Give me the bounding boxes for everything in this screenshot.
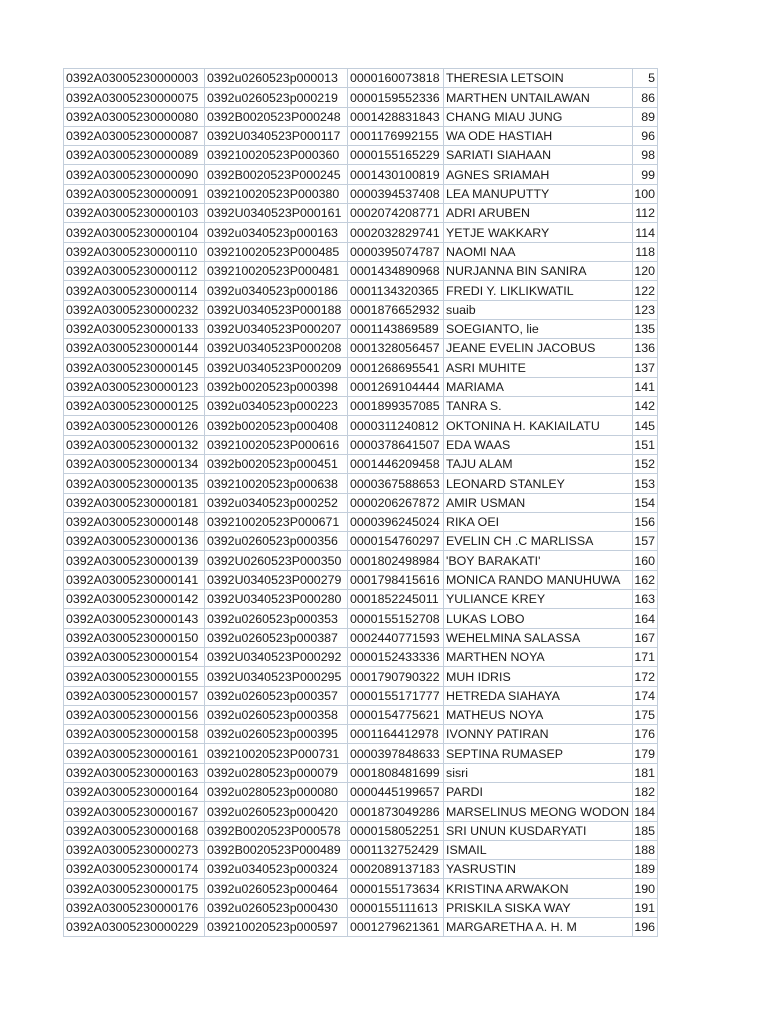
record-id-cell[interactable]: 0392A03005230000155 [64, 667, 205, 686]
reference-code-cell[interactable]: 0392u0260523p000013 [205, 69, 348, 88]
sequence-number-cell[interactable]: 145 [633, 416, 658, 435]
reference-code-cell[interactable]: 0392u0260523p000357 [205, 686, 348, 705]
reference-code-cell[interactable]: 0392u0260523p000464 [205, 879, 348, 898]
name-cell[interactable]: HETREDA SIAHAYA [444, 686, 633, 705]
sequence-number-cell[interactable]: 142 [633, 397, 658, 416]
name-cell[interactable]: SOEGIANTO, lie [444, 319, 633, 338]
account-number-cell[interactable]: 0001134320365 [348, 281, 444, 300]
name-cell[interactable]: MARGARETHA A. H. M [444, 918, 633, 937]
record-id-cell[interactable]: 0392A03005230000141 [64, 570, 205, 589]
record-id-cell[interactable]: 0392A03005230000139 [64, 551, 205, 570]
reference-code-cell[interactable]: 039210020523P000360 [205, 146, 348, 165]
table-row [64, 358, 658, 377]
sequence-number-cell[interactable]: 185 [633, 821, 658, 840]
name-cell[interactable]: OKTONINA H. KAKIAILATU [444, 416, 633, 435]
record-id-cell[interactable]: 0392A03005230000154 [64, 647, 205, 666]
name-cell[interactable]: MUH IDRIS [444, 667, 633, 686]
name-cell[interactable]: SARIATI SIAHAAN [444, 146, 633, 165]
account-number-cell[interactable]: 0000311240812 [348, 416, 444, 435]
account-number-cell[interactable]: 0002032829741 [348, 223, 444, 242]
name-cell[interactable]: TAJU ALAM [444, 454, 633, 473]
account-number-cell[interactable]: 0001790790322 [348, 667, 444, 686]
reference-code-cell[interactable]: 0392u0280523p000079 [205, 763, 348, 782]
sequence-number-cell[interactable]: 114 [633, 223, 658, 242]
name-cell[interactable]: FREDI Y. LIKLIKWATIL [444, 281, 633, 300]
name-cell[interactable]: LEONARD STANLEY [444, 474, 633, 493]
sequence-number-cell[interactable]: 175 [633, 705, 658, 724]
account-number-cell[interactable]: 0000158052251 [348, 821, 444, 840]
table-row [64, 242, 658, 261]
sequence-number-cell[interactable]: 154 [633, 493, 658, 512]
record-id-cell[interactable]: 0392A03005230000087 [64, 126, 205, 145]
account-number-cell[interactable]: 0000159552336 [348, 88, 444, 107]
reference-code-cell[interactable]: 0392U0340523P000207 [205, 319, 348, 338]
record-id-cell[interactable]: 0392A03005230000157 [64, 686, 205, 705]
reference-code-cell[interactable]: 0392U0340523P000292 [205, 647, 348, 666]
table-row [64, 474, 658, 493]
sequence-number-cell[interactable]: 157 [633, 532, 658, 551]
sequence-number-cell[interactable]: 96 [633, 126, 658, 145]
account-number-cell[interactable]: 0000378641507 [348, 435, 444, 454]
account-number-cell[interactable]: 0000160073818 [348, 69, 444, 88]
account-number-cell[interactable]: 0002089137183 [348, 860, 444, 879]
account-number-cell[interactable]: 0000206267872 [348, 493, 444, 512]
name-cell[interactable]: LUKAS LOBO [444, 609, 633, 628]
sequence-number-cell[interactable]: 123 [633, 300, 658, 319]
record-id-cell[interactable]: 0392A03005230000075 [64, 88, 205, 107]
name-cell[interactable]: AGNES SRIAMAH [444, 165, 633, 184]
reference-code-cell[interactable]: 039210020523P000481 [205, 261, 348, 280]
table-row [64, 184, 658, 203]
record-id-cell[interactable]: 0392A03005230000144 [64, 339, 205, 358]
record-id-cell[interactable]: 0392A03005230000229 [64, 918, 205, 937]
name-cell[interactable]: KRISTINA ARWAKON [444, 879, 633, 898]
reference-code-cell[interactable]: 0392u0340523p000223 [205, 397, 348, 416]
name-cell[interactable]: RIKA OEI [444, 512, 633, 531]
name-cell[interactable]: sisri [444, 763, 633, 782]
record-id-cell[interactable]: 0392A03005230000091 [64, 184, 205, 203]
sequence-number-cell[interactable]: 189 [633, 860, 658, 879]
table-row [64, 840, 658, 859]
sequence-number-cell[interactable]: 141 [633, 377, 658, 396]
account-number-cell[interactable]: 0000154775621 [348, 705, 444, 724]
sequence-number-cell[interactable]: 137 [633, 358, 658, 377]
account-number-cell[interactable]: 0000395074787 [348, 242, 444, 261]
reference-code-cell[interactable]: 0392U0340523P000161 [205, 204, 348, 223]
account-number-cell[interactable]: 0000155165229 [348, 146, 444, 165]
reference-code-cell[interactable]: 0392U0340523P000295 [205, 667, 348, 686]
name-cell[interactable]: YULIANCE KREY [444, 590, 633, 609]
account-number-cell[interactable]: 0000155171777 [348, 686, 444, 705]
account-number-cell[interactable]: 0002074208771 [348, 204, 444, 223]
table-row [64, 609, 658, 628]
sequence-number-cell[interactable]: 135 [633, 319, 658, 338]
name-cell[interactable]: SRI UNUN KUSDARYATI [444, 821, 633, 840]
table-row [64, 802, 658, 821]
name-cell[interactable]: ASRI MUHITE [444, 358, 633, 377]
record-id-cell[interactable]: 0392A03005230000167 [64, 802, 205, 821]
name-cell[interactable]: WA ODE HASTIAH [444, 126, 633, 145]
table-row [64, 570, 658, 589]
record-id-cell[interactable]: 0392A03005230000164 [64, 782, 205, 801]
record-id-cell[interactable]: 0392A03005230000090 [64, 165, 205, 184]
table-row [64, 879, 658, 898]
sequence-number-cell[interactable]: 179 [633, 744, 658, 763]
sequence-number-cell[interactable]: 190 [633, 879, 658, 898]
sequence-number-cell[interactable]: 191 [633, 898, 658, 917]
reference-code-cell[interactable]: 0392U0340523P000209 [205, 358, 348, 377]
record-id-cell[interactable]: 0392A03005230000103 [64, 204, 205, 223]
account-number-cell[interactable]: 0001328056457 [348, 339, 444, 358]
sequence-number-cell[interactable]: 181 [633, 763, 658, 782]
sequence-number-cell[interactable]: 120 [633, 261, 658, 280]
sequence-number-cell[interactable]: 176 [633, 725, 658, 744]
record-id-cell[interactable]: 0392A03005230000104 [64, 223, 205, 242]
account-number-cell[interactable]: 0000155111613 [348, 898, 444, 917]
name-cell[interactable]: THERESIA LETSOIN [444, 69, 633, 88]
account-number-cell[interactable]: 0001899357085 [348, 397, 444, 416]
record-id-cell[interactable]: 0392A03005230000168 [64, 821, 205, 840]
table-row [64, 107, 658, 126]
account-number-cell[interactable]: 0001798415616 [348, 570, 444, 589]
reference-code-cell[interactable]: 039210020523P000731 [205, 744, 348, 763]
reference-code-cell[interactable]: 0392u0280523p000080 [205, 782, 348, 801]
sequence-number-cell[interactable]: 152 [633, 454, 658, 473]
reference-code-cell[interactable]: 039210020523p000638 [205, 474, 348, 493]
account-number-cell[interactable]: 0000155173634 [348, 879, 444, 898]
account-number-cell[interactable]: 0000152433336 [348, 647, 444, 666]
reference-code-cell[interactable]: 0392u0260523p000420 [205, 802, 348, 821]
account-number-cell[interactable]: 0001852245011 [348, 590, 444, 609]
reference-code-cell[interactable]: 0392u0260523p000356 [205, 532, 348, 551]
table-row [64, 165, 658, 184]
table-row [64, 493, 658, 512]
account-number-cell[interactable]: 0001428831843 [348, 107, 444, 126]
record-id-cell[interactable]: 0392A03005230000148 [64, 512, 205, 531]
table-row [64, 416, 658, 435]
name-cell[interactable]: TANRA S. [444, 397, 633, 416]
name-cell[interactable]: EDA WAAS [444, 435, 633, 454]
table-row [64, 435, 658, 454]
reference-code-cell[interactable]: 0392u0340523p000252 [205, 493, 348, 512]
reference-code-cell[interactable]: 0392u0340523p000163 [205, 223, 348, 242]
reference-code-cell[interactable]: 0392u0260523p000353 [205, 609, 348, 628]
table-row [64, 88, 658, 107]
record-id-cell[interactable]: 0392A03005230000136 [64, 532, 205, 551]
account-number-cell[interactable]: 0000367588653 [348, 474, 444, 493]
name-cell[interactable]: MARTHEN NOYA [444, 647, 633, 666]
reference-code-cell[interactable]: 0392u0260523p000358 [205, 705, 348, 724]
name-cell[interactable]: NURJANNA BIN SANIRA [444, 261, 633, 280]
account-number-cell[interactable]: 0001434890968 [348, 261, 444, 280]
record-id-cell[interactable]: 0392A03005230000161 [64, 744, 205, 763]
sequence-number-cell[interactable]: 172 [633, 667, 658, 686]
name-cell[interactable]: YASRUSTIN [444, 860, 633, 879]
reference-code-cell[interactable]: 0392U0340523P000280 [205, 590, 348, 609]
sequence-number-cell[interactable]: 164 [633, 609, 658, 628]
record-id-cell[interactable]: 0392A03005230000181 [64, 493, 205, 512]
account-number-cell[interactable]: 0001268695541 [348, 358, 444, 377]
reference-code-cell[interactable]: 0392b0020523p000408 [205, 416, 348, 435]
sequence-number-cell[interactable]: 182 [633, 782, 658, 801]
name-cell[interactable]: AMIR USMAN [444, 493, 633, 512]
reference-code-cell[interactable]: 0392u0260523p000219 [205, 88, 348, 107]
reference-code-cell[interactable]: 0392U0340523P000188 [205, 300, 348, 319]
account-number-cell[interactable]: 0001279621361 [348, 918, 444, 937]
sequence-number-cell[interactable]: 98 [633, 146, 658, 165]
account-number-cell[interactable]: 0001808481699 [348, 763, 444, 782]
sequence-number-cell[interactable]: 156 [633, 512, 658, 531]
record-id-cell[interactable]: 0392A03005230000156 [64, 705, 205, 724]
record-id-cell[interactable]: 0392A03005230000126 [64, 416, 205, 435]
reference-code-cell[interactable]: 039210020523P000380 [205, 184, 348, 203]
reference-code-cell[interactable]: 0392U0340523P000117 [205, 126, 348, 145]
account-number-cell[interactable]: 0002440771593 [348, 628, 444, 647]
account-number-cell[interactable]: 0000154760297 [348, 532, 444, 551]
record-id-cell[interactable]: 0392A03005230000174 [64, 860, 205, 879]
table-row [64, 705, 658, 724]
reference-code-cell[interactable]: 0392u0260523p000387 [205, 628, 348, 647]
record-id-cell[interactable]: 0392A03005230000145 [64, 358, 205, 377]
table-row [64, 667, 658, 686]
name-cell[interactable]: MARSELINUS MEONG WODON [444, 802, 633, 821]
record-id-cell[interactable]: 0392A03005230000114 [64, 281, 205, 300]
account-number-cell[interactable]: 0001430100819 [348, 165, 444, 184]
sequence-number-cell[interactable]: 163 [633, 590, 658, 609]
reference-code-cell[interactable]: 0392U0340523P000208 [205, 339, 348, 358]
record-id-cell[interactable]: 0392A03005230000125 [64, 397, 205, 416]
name-cell[interactable]: MONICA RANDO MANUHUWA [444, 570, 633, 589]
name-cell[interactable]: suaib [444, 300, 633, 319]
name-cell[interactable]: MARTHEN UNTAILAWAN [444, 88, 633, 107]
name-cell[interactable]: ISMAIL [444, 840, 633, 859]
account-number-cell[interactable]: 0001876652932 [348, 300, 444, 319]
sequence-number-cell[interactable]: 122 [633, 281, 658, 300]
reference-code-cell[interactable]: 0392b0020523p000398 [205, 377, 348, 396]
name-cell[interactable]: JEANE EVELIN JACOBUS [444, 339, 633, 358]
sequence-number-cell[interactable]: 171 [633, 647, 658, 666]
name-cell[interactable]: CHANG MIAU JUNG [444, 107, 633, 126]
record-id-cell[interactable]: 0392A03005230000089 [64, 146, 205, 165]
record-id-cell[interactable]: 0392A03005230000232 [64, 300, 205, 319]
table-row [64, 860, 658, 879]
record-id-cell[interactable]: 0392A03005230000134 [64, 454, 205, 473]
table-row [64, 69, 658, 88]
sequence-number-cell[interactable]: 99 [633, 165, 658, 184]
table-row [64, 763, 658, 782]
table-row [64, 898, 658, 917]
table-row [64, 126, 658, 145]
table-row [64, 532, 658, 551]
table-row [64, 686, 658, 705]
table-row [64, 647, 658, 666]
table-row [64, 397, 658, 416]
name-cell[interactable]: 'BOY BARAKATI' [444, 551, 633, 570]
reference-code-cell[interactable]: 0392u0260523p000395 [205, 725, 348, 744]
name-cell[interactable]: WEHELMINA SALASSA [444, 628, 633, 647]
record-id-cell[interactable]: 0392A03005230000110 [64, 242, 205, 261]
record-id-cell[interactable]: 0392A03005230000132 [64, 435, 205, 454]
table-row [64, 551, 658, 570]
name-cell[interactable]: LEA MANUPUTTY [444, 184, 633, 203]
table-body [64, 69, 658, 937]
table-row [64, 319, 658, 338]
record-id-cell[interactable]: 0392A03005230000133 [64, 319, 205, 338]
reference-code-cell[interactable]: 0392B0020523P000578 [205, 821, 348, 840]
table-row [64, 725, 658, 744]
name-cell[interactable]: NAOMI NAA [444, 242, 633, 261]
sequence-number-cell[interactable]: 196 [633, 918, 658, 937]
account-number-cell[interactable]: 0001873049286 [348, 802, 444, 821]
account-number-cell[interactable]: 0000397848633 [348, 744, 444, 763]
table-row [64, 821, 658, 840]
record-id-cell[interactable]: 0392A03005230000175 [64, 879, 205, 898]
sequence-number-cell[interactable]: 86 [633, 88, 658, 107]
reference-code-cell[interactable]: 039210020523P000671 [205, 512, 348, 531]
name-cell[interactable]: ADRI ARUBEN [444, 204, 633, 223]
reference-code-cell[interactable]: 039210020523P000485 [205, 242, 348, 261]
account-number-cell[interactable]: 0000155152708 [348, 609, 444, 628]
record-id-cell[interactable]: 0392A03005230000112 [64, 261, 205, 280]
table-row [64, 146, 658, 165]
table-row [64, 782, 658, 801]
sequence-number-cell[interactable]: 112 [633, 204, 658, 223]
reference-code-cell[interactable]: 039210020523p000597 [205, 918, 348, 937]
record-id-cell[interactable]: 0392A03005230000150 [64, 628, 205, 647]
reference-code-cell[interactable]: 0392b0020523p000451 [205, 454, 348, 473]
table-row [64, 204, 658, 223]
sequence-number-cell[interactable]: 151 [633, 435, 658, 454]
record-id-cell[interactable]: 0392A03005230000080 [64, 107, 205, 126]
table-row [64, 281, 658, 300]
sequence-number-cell[interactable]: 184 [633, 802, 658, 821]
name-cell[interactable]: MATHEUS NOYA [444, 705, 633, 724]
sequence-number-cell[interactable]: 5 [633, 69, 658, 88]
account-number-cell[interactable]: 0001132752429 [348, 840, 444, 859]
sequence-number-cell[interactable]: 174 [633, 686, 658, 705]
reference-code-cell[interactable]: 0392B0020523P000245 [205, 165, 348, 184]
data-table [63, 68, 658, 937]
sequence-number-cell[interactable]: 100 [633, 184, 658, 203]
reference-code-cell[interactable]: 0392B0020523P000489 [205, 840, 348, 859]
record-id-cell[interactable]: 0392A03005230000158 [64, 725, 205, 744]
name-cell[interactable]: PARDI [444, 782, 633, 801]
sequence-number-cell[interactable]: 153 [633, 474, 658, 493]
account-number-cell[interactable]: 0000394537408 [348, 184, 444, 203]
table-row [64, 590, 658, 609]
table-row [64, 454, 658, 473]
reference-code-cell[interactable]: 039210020523P000616 [205, 435, 348, 454]
record-id-cell[interactable]: 0392A03005230000176 [64, 898, 205, 917]
sequence-number-cell[interactable]: 136 [633, 339, 658, 358]
name-cell[interactable]: MARIAMA [444, 377, 633, 396]
name-cell[interactable]: SEPTINA RUMASEP [444, 744, 633, 763]
name-cell[interactable]: EVELIN CH .C MARLISSA [444, 532, 633, 551]
sequence-number-cell[interactable]: 160 [633, 551, 658, 570]
name-cell[interactable]: IVONNY PATIRAN [444, 725, 633, 744]
sequence-number-cell[interactable]: 167 [633, 628, 658, 647]
table-row [64, 377, 658, 396]
table-row [64, 223, 658, 242]
record-id-cell[interactable]: 0392A03005230000163 [64, 763, 205, 782]
sequence-number-cell[interactable]: 118 [633, 242, 658, 261]
table-row [64, 261, 658, 280]
reference-code-cell[interactable]: 0392u0340523p000186 [205, 281, 348, 300]
account-number-cell[interactable]: 0001164412978 [348, 725, 444, 744]
account-number-cell[interactable]: 0000396245024 [348, 512, 444, 531]
account-number-cell[interactable]: 0001802498984 [348, 551, 444, 570]
account-number-cell[interactable]: 0001176992155 [348, 126, 444, 145]
reference-code-cell[interactable]: 0392u0260523p000430 [205, 898, 348, 917]
table-row [64, 339, 658, 358]
record-id-cell[interactable]: 0392A03005230000003 [64, 69, 205, 88]
table-row [64, 628, 658, 647]
record-id-cell[interactable]: 0392A03005230000123 [64, 377, 205, 396]
table-row [64, 744, 658, 763]
record-id-cell[interactable]: 0392A03005230000142 [64, 590, 205, 609]
sequence-number-cell[interactable]: 162 [633, 570, 658, 589]
reference-code-cell[interactable]: 0392U0340523P000279 [205, 570, 348, 589]
sequence-number-cell[interactable]: 89 [633, 107, 658, 126]
reference-code-cell[interactable]: 0392U0260523P000350 [205, 551, 348, 570]
record-id-cell[interactable]: 0392A03005230000143 [64, 609, 205, 628]
table-row [64, 918, 658, 937]
reference-code-cell[interactable]: 0392u0340523p000324 [205, 860, 348, 879]
account-number-cell[interactable]: 0001269104444 [348, 377, 444, 396]
account-number-cell[interactable]: 0001446209458 [348, 454, 444, 473]
table-row [64, 512, 658, 531]
name-cell[interactable]: PRISKILA SISKA WAY [444, 898, 633, 917]
record-id-cell[interactable]: 0392A03005230000273 [64, 840, 205, 859]
sequence-number-cell[interactable]: 188 [633, 840, 658, 859]
account-number-cell[interactable]: 0001143869589 [348, 319, 444, 338]
name-cell[interactable]: YETJE WAKKARY [444, 223, 633, 242]
table-row [64, 300, 658, 319]
account-number-cell[interactable]: 0000445199657 [348, 782, 444, 801]
reference-code-cell[interactable]: 0392B0020523P000248 [205, 107, 348, 126]
record-id-cell[interactable]: 0392A03005230000135 [64, 474, 205, 493]
